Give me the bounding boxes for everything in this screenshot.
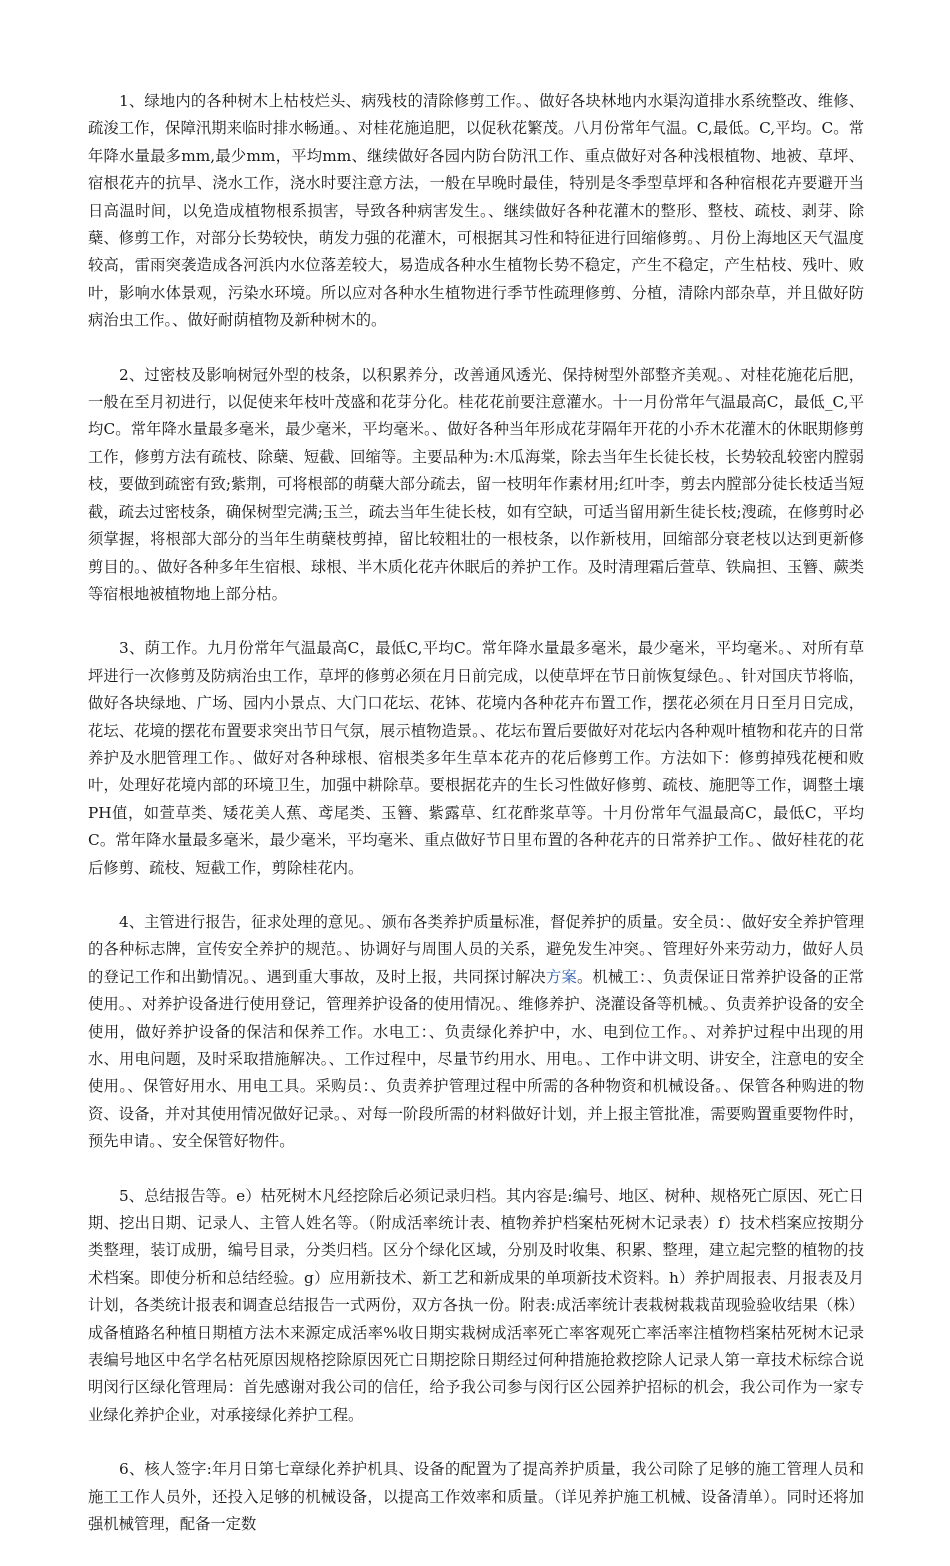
paragraph-4 xyxy=(88,909,864,1156)
paragraph-4-text-before-link: 4、主管进行报告，征求处理的意见。、颁布各类养护质量标准，督促养护的质量。安全员：、做好安全养护管理的各种标志牌，宣传安全养护的规范。、协调好与周围人员的关系，避免发生冲突。、管理好外来劳动力，做好人员的登记工作和出勤情况。、遇到重大事故，及时上报，共同探讨解决 xyxy=(88,912,864,986)
paragraph-3: 3、荫工作。九月份常年气温最高C，最低C,平均C。常年降水量最多毫米，最少毫米，平均毫米。、对所有草坪进行一次修剪及防病治虫工作，草坪的修剪必须在月日前完成，以使草坪在节日前恢复绿色。、针对国庆节将临，做好各块绿地、广场、园内小景点、大门口花坛、花钵、花境内各种花卉布置工作，摆花必须在月日至月日完成，花坛、花境的摆花布置要求突出节日气氛，展示植物造景。、花坛布置后要做好对花坛内各种观叶植物和花卉的日常养护及水肥管理工作。、做好对各种球根、宿根类多年生草本花卉的花后修剪工作。方法如下：修剪掉残花梗和败叶，处理好花境内部的环境卫生，加强中耕除草。要根据花卉的生长习性做好修剪、疏枝、施肥等工作，调整土壤PH值，如萱草类、矮花美人蕉、鸢尾类、玉簪、紫露草、红花酢浆草等。十月份常年气温最高C，最低C，平均C。常年降水量最多毫米，最少毫米，平均毫米、重点做好节日里布置的各种花卉的日常养护工作。、做好桂花的花后修剪、疏枝、短截工作，剪除桂花内。 xyxy=(88,639,864,877)
paragraph-2: 2、过密枝及影响树冠外型的枝条，以积累养分，改善通风透光、保持树型外部整齐美观。、对桂花施花后肥，一般在至月初进行，以促使来年枝叶茂盛和花芽分化。桂花花前要注意灌水。十一月份常年气温最高C，最低_C,平均C。常年降水量最多毫米，最少毫米，平均毫米。、做好各种当年形成花芽隔年开花的小乔木花灌木的休眠期修剪工作，修剪方法有疏枝、除蘖、短截、回缩等。主要品种为:木瓜海棠，除去当年生长徒长枝，长势较乱较密内膛弱枝，要做到疏密有致;紫荆，可将根部的萌蘖大部分疏去，留一枝明年作素材用;红叶李，剪去内膛部分徒长枝适当短截，疏去过密枝条，确保树型完满;玉兰，疏去当年生徒长枝，如有空缺，可适当留用新生徒长枝;溲疏，在修剪时必须掌握，将根部大部分的当年生萌蘖枝剪掉，留比较粗壮的一根枝条，以作新枝用，回缩部分衰老枝以达到更新修剪目的。、做好各种多年生宿根、球根、半木质化花卉休眠后的养护工作。及时清理霜后萱草、铁扁担、玉簪、蕨类等宿根地被植物地上部分枯。 xyxy=(88,365,864,603)
fangan-link[interactable]: 方案 xyxy=(545,967,577,986)
paragraph-4-text-after-link: 。机械工：、负责保证日常养护设备的正常使用。、对养护设备进行使用登记，管理养护设备的使用情况。、维修养护、浇灌设备等机械。、负责养护设备的安全使用，做好养护设备的保洁和保养工作。水电工：、负责绿化养护中，水、电到位工作。、对养护过程中出现的用水、用电问题，及时采取措施解决。、工作过程中，尽量节约用水、用电。、工作中讲文明、讲安全，注意电的安全使用。、保管好用水、用电工具。采购员：、负责养护管理过程中所需的各种物资和机械设备。、保管各种购进的物资、设备，并对其使用情况做好记录。、对每一阶段所需的材料做好计划，并上报主管批准，需要购置重要物件时，预先申请。、安全保管好物件。 xyxy=(88,967,864,1151)
paragraph-6: 6、核人签字:年月日第七章绿化养护机具、设备的配置为了提高养护质量，我公司除了足够的施工管理人员和施工工作人员外，还投入足够的机械设备，以提高工作效率和质量。（详见养护施工机械、设备清单）。同时还将加强机械管理，配备一定数 xyxy=(88,1460,864,1534)
paragraph-5: 5、总结报告等。e）枯死树木凡经挖除后必须记录归档。其内容是:编号、地区、树种、规格死亡原因、死亡日期、挖出日期、记录人、主管人姓名等。（附成活率统计表、植物养护档案枯死树木记录表）f）技术档案应按期分类整理，装订成册，编号目录，分类归档。区分个绿化区域，分别及时收集、积累、整理，建立起完整的植物的技术档案。即使分析和总结经验。g）应用新技术、新工艺和新成果的单项新技术资料。h）养护周报表、月报表及月计划，各类统计报表和调查总结报告一式两份，双方各执一份。附表:成活率统计表栽树栽栽苗现验验收结果（株）成备植路名种植日期植方法木来源定成活率%收日期实栽树成活率死亡率客观死亡率活率注植物档案枯死树木记录表编号地区中名学名枯死原因规格挖除原因死亡日期挖除日期经过何种措施抢救挖除人记录人第一章技术标综合说明闵行区绿化管理局：首先感谢对我公司的信任，给予我公司参与闵行区公园养护招标的机会，我公司作为一家专业绿化养护企业，对承接绿化养护工程。 xyxy=(88,1186,864,1424)
paragraph-1: 1、绿地内的各种树木上枯枝烂头、病残枝的清除修剪工作。、做好各块林地内水渠沟道排水系统整改、维修、疏浚工作，保障汛期来临时排水畅通。、对桂花施追肥，以促秋花繁茂。八月份常年气温。C,最低。C,平均。C。常年降水量最多mm,最少mm，平均mm、继续做好各园内防台防汛工作、重点做好对各种浅根植物、地被、草坪、宿根花卉的抗旱、浇水工作，浇水时要注意方法，一般在早晚时最佳，特别是冬季型草坪和各种宿根花卉要避开当日高温时间，以免造成植物根系损害，导致各种病害发生。、继续做好各种花灌木的整形、整枝、疏枝、剥芽、除蘖、修剪工作，对部分长势较快，萌发力强的花灌木，可根据其习性和特征进行回缩修剪。、月份上海地区天气温度较高，雷雨突袭造成各河浜内水位落差较大，易造成各种水生植物长势不稳定，产生不稳定，产生枯枝、残叶、败叶，影响水体景观，污染水环境。所以应对各种水生植物进行季节性疏理修剪、分植，清除内部杂草，并且做好防病治虫工作。、做好耐荫植物及新种树木的。 xyxy=(88,92,864,330)
